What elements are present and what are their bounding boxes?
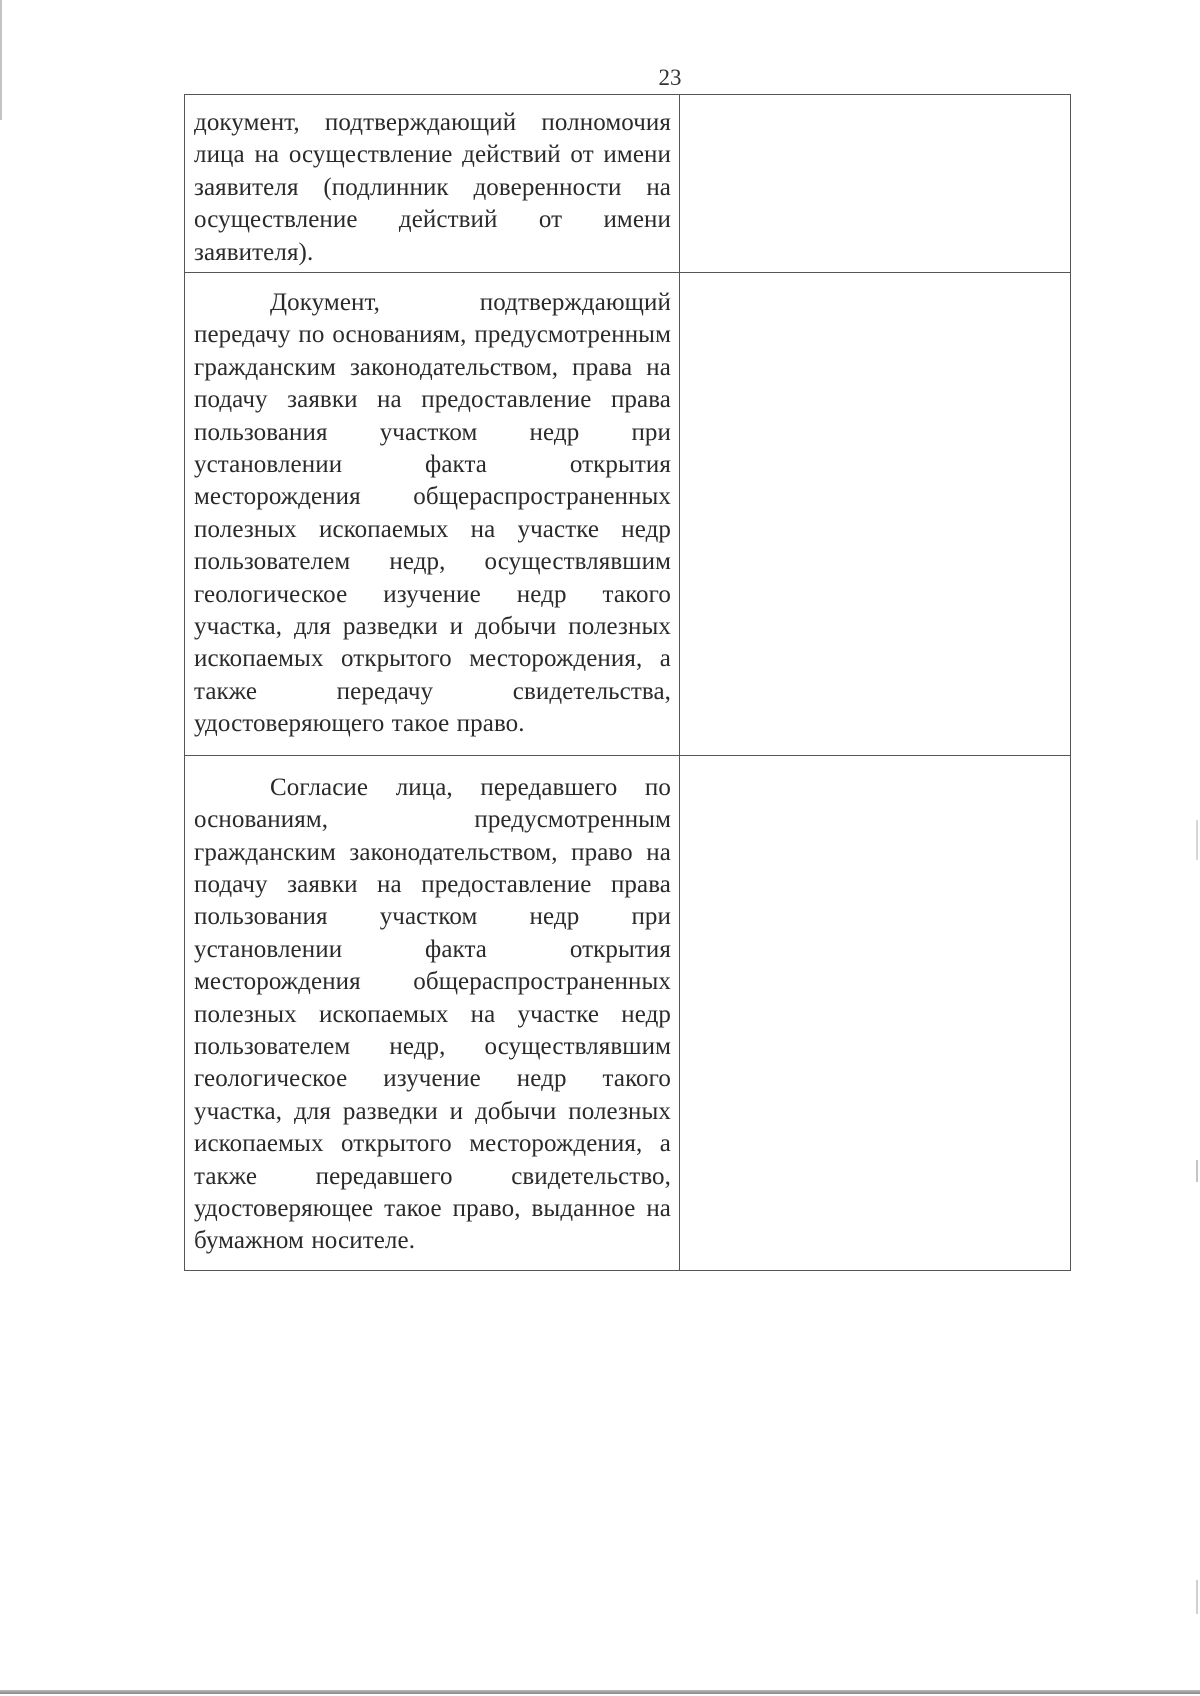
table-cell-left <box>185 273 680 756</box>
document-table <box>184 94 1071 1271</box>
scan-bottom-edge <box>0 1690 1200 1694</box>
table-cell-left <box>185 755 680 1270</box>
table-cell-right <box>680 273 1071 756</box>
table-row <box>185 755 1071 1270</box>
scan-artifact <box>1196 1580 1198 1614</box>
table-cell-right <box>680 95 1071 273</box>
table-row <box>185 95 1071 273</box>
scan-artifact <box>0 0 2 120</box>
table-cell-right <box>680 755 1071 1270</box>
paragraph: документ, подтверждающий полномочия лица на осуществление действий от имени заявителя (подлинник доверенности на осуществление действий от имени заявителя). <box>194 109 671 266</box>
scan-artifact <box>1196 820 1198 860</box>
table-cell-left <box>185 95 680 273</box>
table-row <box>185 273 1071 756</box>
paragraph: Документ, подтверждающий передачу по основаниям, предусмотренным гражданским законодательством, права на подачу заявки на предоставление права пользования участком недр при установлении факта открытия месторождения общераспространенных полезных ископаемых на участке недр пользователем недр, осуществлявшим геологическое изучение недр такого участка, для разведки и добычи полезных ископаемых открытого месторождения, а также передачу свидетельства, удостоверяющего такое право. <box>194 289 671 738</box>
paragraph: Согласие лица, передавшего по основаниям, предусмотренным гражданским законодательством, право на подачу заявки на предоставление права пользования участком недр при установлении факта открытия месторождения общераспространенных полезных ископаемых на участке недр пользователем недр, осуществлявшим геологическое изучение недр такого участка, для разведки и добычи полезных ископаемых открытого месторождения, а также передавшего свидетельство, удостоверяющее такое право, выданное на бумажном носителе. <box>194 773 671 1255</box>
page-number: 23 <box>658 65 682 90</box>
scan-artifact <box>1196 1160 1198 1182</box>
